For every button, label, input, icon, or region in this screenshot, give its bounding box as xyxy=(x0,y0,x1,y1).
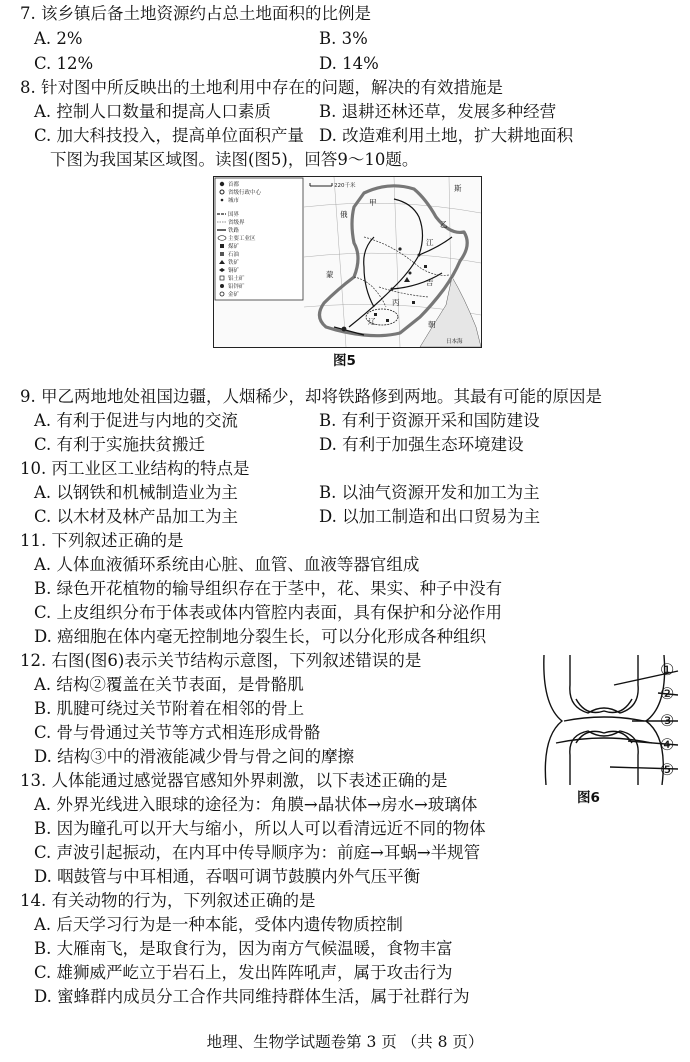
legend-item: 省级界 xyxy=(228,220,245,226)
map-label: 蒙 xyxy=(326,270,334,279)
map-label: 斯 xyxy=(454,184,462,193)
q12-option-b: B. 肌腱可绕过关节附着在相邻的骨上 xyxy=(34,699,305,718)
q10-option-b: B. 以油气资源开发和加工为主 xyxy=(319,483,540,502)
legend-item: 铅锌矿 xyxy=(228,284,245,290)
q13-stem: 13. 人体能通过感觉器官感知外界刺激，以下表述正确的是 xyxy=(20,771,448,790)
figure5-caption: 图5 xyxy=(333,353,356,369)
legend-item: 首都 xyxy=(228,182,240,188)
legend-item: 石油 xyxy=(228,252,240,258)
legend-item: 铁矿 xyxy=(228,260,240,266)
map-drawing xyxy=(214,177,481,347)
q14-option-b: B. 大雁南飞，是取食行为，因为南方气候温暖，食物丰富 xyxy=(34,939,453,958)
q7-option-d: D. 14% xyxy=(319,54,379,73)
q9-option-a: A. 有利于促进与内地的交流 xyxy=(34,411,238,430)
q12-option-c: C. 骨与骨通过关节等方式相连形成骨骼 xyxy=(34,723,321,742)
q12-option-a: A. 结构②覆盖在关节表面，是骨骼肌 xyxy=(34,675,304,694)
q8-option-c: C. 加大科技投入，提高单位面积产量 xyxy=(34,126,305,145)
map-label: 乙 xyxy=(440,220,448,229)
legend-item: 国界 xyxy=(228,212,240,218)
q9-option-c: C. 有利于实施扶贫搬迁 xyxy=(34,435,206,454)
q10-option-a: A. 以钢铁和机械制造业为主 xyxy=(34,483,238,502)
map-label: 丙 xyxy=(392,298,400,307)
q14-option-c: C. 雄狮威严屹立于岩石上，发出阵阵吼声，属于攻击行为 xyxy=(34,963,453,982)
q13-option-b: B. 因为瞳孔可以开大与缩小，所以人可以看清远近不同的物体 xyxy=(34,819,486,838)
joint-label-2: ② xyxy=(660,684,675,703)
map-label: 甲 xyxy=(369,198,377,207)
joint-label-5: ⑤ xyxy=(660,760,675,779)
figure5-map xyxy=(213,176,482,348)
q8-stem: 8. 针对图中所反映出的土地利用中存在的问题，解决的有效措施是 xyxy=(20,78,503,97)
scale-label: 220千米 xyxy=(334,183,356,189)
map-label: 朝 xyxy=(428,320,436,329)
capital-symbol xyxy=(220,182,224,186)
q14-option-d: D. 蜜蜂群内成员分工合作共同维持群体生活，属于社群行为 xyxy=(34,987,470,1006)
figure6-caption: 图6 xyxy=(577,790,600,806)
q9-option-d: D. 有利于加强生态环境建设 xyxy=(319,435,524,454)
legend-item: 煤矿 xyxy=(228,244,240,250)
legend-item: 主要工业区 xyxy=(228,236,256,242)
q10-option-d: D. 以加工制造和出口贸易为主 xyxy=(319,507,541,526)
q10-stem: 10. 丙工业区工业结构的特点是 xyxy=(20,459,250,478)
map-label: 辽 xyxy=(368,317,376,326)
q11-option-d: D. 癌细胞在体内毫无控制地分裂生长，可以分化形成各种组织 xyxy=(34,627,487,646)
q8-option-d: D. 改造难利用土地，扩大耕地面积 xyxy=(319,126,574,145)
joint-label-4: ④ xyxy=(660,735,675,754)
q7-stem: 7. 该乡镇后备土地资源约占总土地面积的比例是 xyxy=(20,4,371,23)
legend-item: 省级行政中心 xyxy=(228,190,262,196)
legend-item: 铝土矿 xyxy=(228,276,245,282)
q14-stem: 14. 有关动物的行为，下列叙述正确的是 xyxy=(20,891,316,910)
q10-option-c: C. 以木材及林产品加工为主 xyxy=(34,507,239,526)
q9-option-b: B. 有利于资源开采和国防建设 xyxy=(319,411,540,430)
q7-option-c: C. 12% xyxy=(34,54,94,73)
q12-option-d: D. 结构③中的滑液能减少骨与骨之间的摩擦 xyxy=(34,747,355,766)
legend-item: 城市 xyxy=(228,198,240,204)
legend-item: 铜矿 xyxy=(228,268,240,274)
q8-option-a: A. 控制人口数量和提高人口素质 xyxy=(34,102,271,121)
map-label: 江 xyxy=(426,238,434,247)
joint-label-1: ① xyxy=(660,660,675,679)
map-label: 俄 xyxy=(340,210,348,219)
q11-option-b: B. 绿色开花植物的输导组织存在于茎中，花、果实、种子中没有 xyxy=(34,579,503,598)
q13-option-a: A. 外界光线进入眼球的途径为：角膜→晶状体→房水→玻璃体 xyxy=(34,795,478,814)
q11-stem: 11. 下列叙述正确的是 xyxy=(20,531,184,550)
q12-stem: 12. 右图(图6)表示关节结构示意图，下列叙述错误的是 xyxy=(20,651,422,670)
q14-option-a: A. 后天学习行为是一种本能，受体内遗传物质控制 xyxy=(34,915,403,934)
q8-option-b: B. 退耕还林还草，发展多种经营 xyxy=(319,102,557,121)
intro-9-10: 下图为我国某区域图。读图(图5)，回答9～10题。 xyxy=(50,150,419,169)
q7-option-b: B. 3% xyxy=(319,29,368,48)
q9-stem: 9. 甲乙两地地处祖国边疆，人烟稀少，却将铁路修到两地。其最有可能的原因是 xyxy=(20,387,602,406)
joint-label-3: ③ xyxy=(660,711,675,730)
legend-item: 金矿 xyxy=(228,292,240,298)
q13-option-d: D. 咽鼓管与中耳相通，吞咽可调节鼓膜内外气压平衡 xyxy=(34,867,421,886)
q11-option-c: C. 上皮组织分布于体表或体内管腔内表面，具有保护和分泌作用 xyxy=(34,603,503,622)
page-footer: 地理、生物学试题卷第 3 页 （共 8 页） xyxy=(206,1033,484,1051)
q7-option-a: A. 2% xyxy=(34,29,83,48)
legend-item: 铁路 xyxy=(228,228,240,234)
map-label: 吉 xyxy=(426,278,434,287)
q13-option-c: C. 声波引起振动，在内耳中传导顺序为：前庭→耳蜗→半规管 xyxy=(34,843,481,862)
q11-option-a: A. 人体血液循环系统由心脏、血管、血液等器官组成 xyxy=(34,555,420,574)
map-label: 日本海 xyxy=(446,339,463,345)
